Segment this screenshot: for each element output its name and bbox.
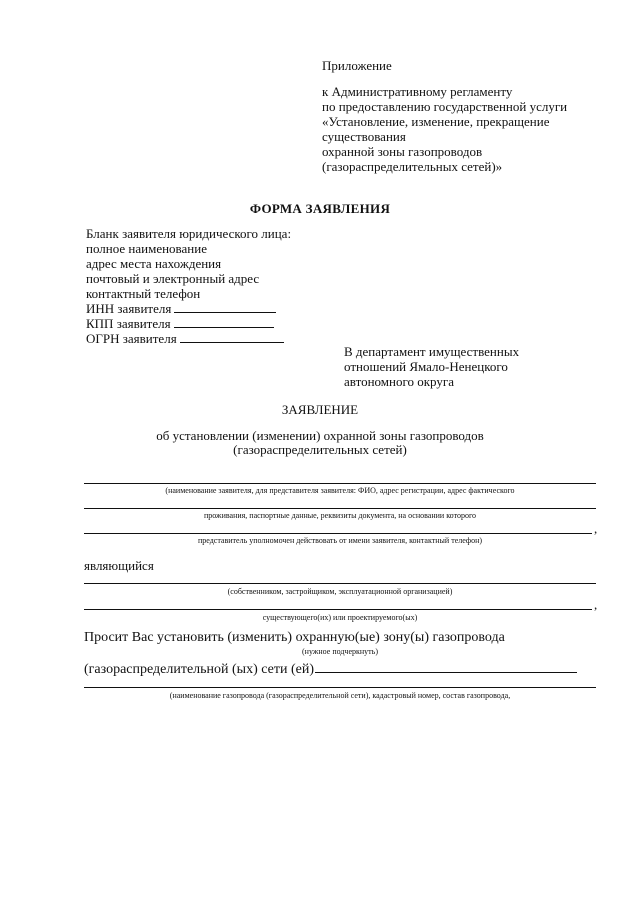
ogrn-label: ОГРН заявителя: [86, 331, 177, 346]
applicant-line: Бланк заявителя юридического лица:: [86, 226, 292, 241]
hint-existing: существующего(их) или проектируемого(ых): [262, 613, 418, 622]
ogrn-field[interactable]: [86, 331, 284, 346]
request-line-2[interactable]: [84, 660, 577, 678]
inn-label: ИНН заявителя: [86, 301, 172, 316]
appendix-title: Приложение: [322, 58, 392, 73]
hint-applicant-name: (наименование заявителя, для представителя заявителя: ФИО, адрес регистрации, адрес фактического: [165, 486, 515, 495]
hint-role: (собственником, застройщиком, эксплуатационной организацией): [227, 587, 453, 596]
appendix-line: охранной зоны газопроводов: [322, 144, 483, 159]
appendix-line: (газораспределительных сетей)»: [322, 159, 503, 174]
applicant-line: контактный телефон: [86, 286, 201, 301]
kpp-label: КПП заявителя: [86, 316, 171, 331]
kpp-field[interactable]: [86, 316, 274, 331]
applicant-name-input-line[interactable]: [84, 483, 596, 484]
pipeline-name-input-line[interactable]: [84, 687, 596, 688]
hint-underline-needed: (нужное подчеркнуть): [302, 647, 378, 656]
appendix-line: существования: [322, 129, 406, 144]
request-line-1: Просит Вас установить (изменить) охранную(ые) зону(ы) газопровода: [84, 630, 505, 645]
hint-authorized: представитель уполномочен действовать от имени заявителя, контактный телефон): [197, 536, 483, 545]
applicant-line: почтовый и электронный адрес: [86, 271, 260, 286]
recipient-line: В департамент имущественных: [344, 344, 520, 359]
hint-residence: проживания, паспортные данные, реквизиты документа, на основании которого: [203, 511, 477, 520]
ogrn-input-line[interactable]: [180, 331, 284, 343]
statement-subtitle: об установлении (изменении) охранной зоны газопроводов: [156, 428, 484, 443]
role-input-line[interactable]: [84, 583, 596, 584]
pipeline-input-line[interactable]: [315, 660, 577, 673]
form-title: ФОРМА ЗАЯВЛЕНИЯ: [249, 201, 391, 216]
recipient-line: отношений Ямало-Ненецкого: [344, 359, 508, 374]
being-label: являющийся: [84, 558, 154, 573]
authorized-input-line[interactable]: [84, 533, 592, 534]
request-line-2-label: (газораспределительной (ых) сети (ей): [84, 662, 314, 677]
kpp-input-line[interactable]: [174, 316, 274, 328]
recipient-line: автономного округа: [344, 374, 454, 389]
applicant-line: адрес места нахождения: [86, 256, 222, 271]
comma: ,: [594, 597, 598, 612]
comma: ,: [594, 521, 598, 536]
appendix-line: к Административному регламенту: [322, 84, 513, 99]
appendix-line: «Установление, изменение, прекращение: [322, 114, 550, 129]
statement-title: ЗАЯВЛЕНИЕ: [281, 402, 359, 417]
statement-subtitle: (газораспределительных сетей): [233, 442, 407, 457]
inn-input-line[interactable]: [174, 301, 276, 313]
existing-input-line[interactable]: [84, 609, 592, 610]
appendix-line: по предоставлению государственной услуги: [322, 99, 568, 114]
residence-input-line[interactable]: [84, 508, 596, 509]
applicant-line: полное наименование: [86, 241, 207, 256]
inn-field[interactable]: [86, 301, 276, 316]
hint-pipeline-name: (наименование газопровода (газораспределительной сети), кадастровый номер, состав газопровода,: [169, 691, 511, 700]
